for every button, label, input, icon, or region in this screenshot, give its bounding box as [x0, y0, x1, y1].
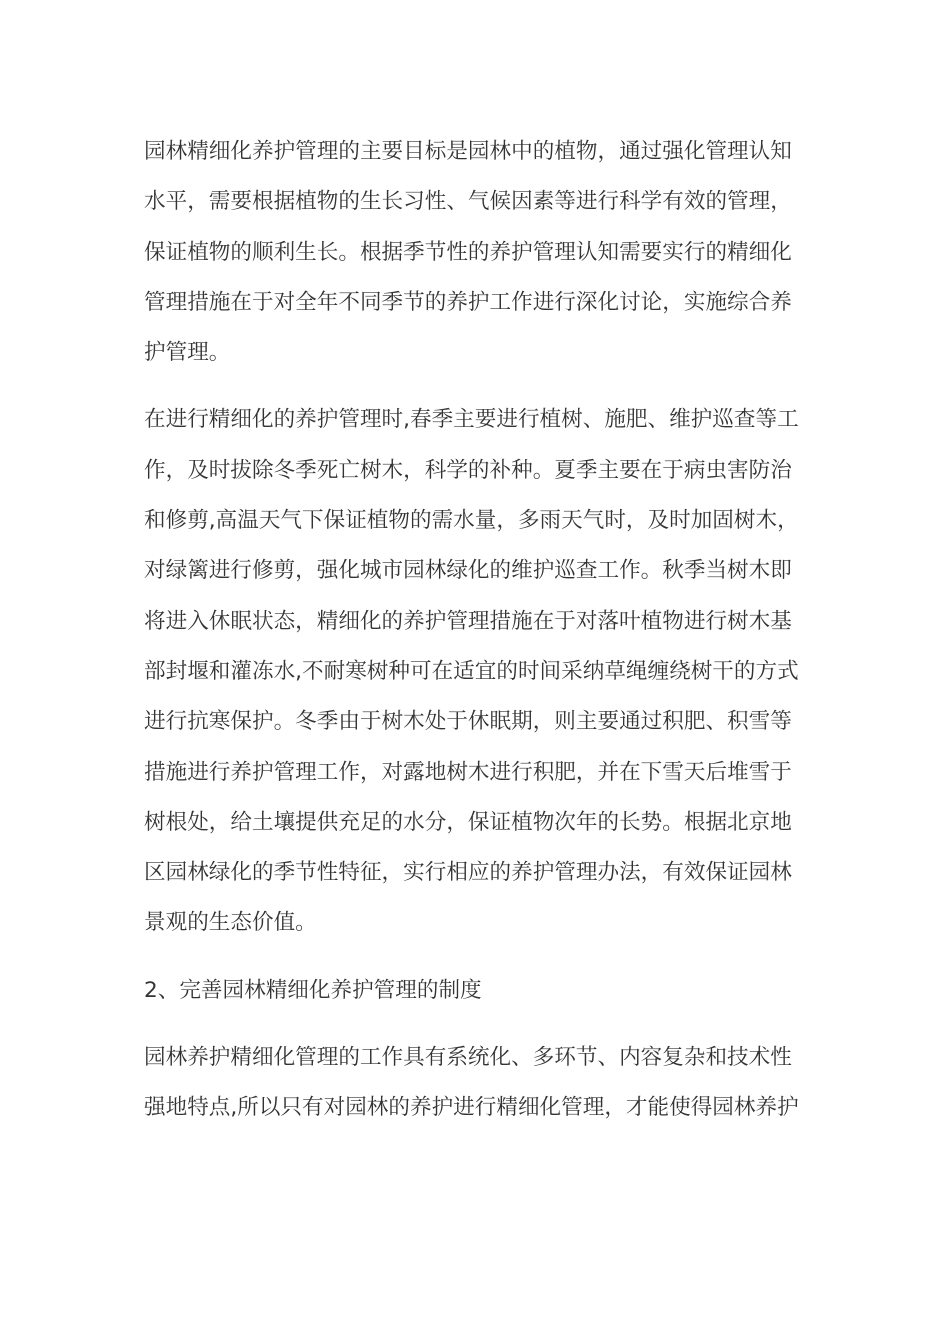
section-heading: 2、完善园林精细化养护管理的制度 — [144, 977, 482, 1003]
paragraph-3: 园林养护精细化管理的工作具有系统化、多环节、内容复杂和技术性强地特点,所以只有对园林的养护进行精细化管理，才能使得园林养护 — [144, 1045, 799, 1121]
paragraph-2: 在进行精细化的养护管理时,春季主要进行植树、施肥、维护巡查等工作，及时拔除冬季死亡树木，科学的补种。夏季主要在于病虫害防治和修剪,高温天气下保证植物的需水量，多雨天气时，及时加固树木，对绿篱进行修剪，强化城市园林绿化的维护巡查工作。秋季当树木即将进入休眠状态，精细化的养护管理措施在于对落叶植物进行树木基部封堰和灌冻水,不耐寒树种可在适宜的时间采纳草绳缠绕树干的方式进行抗寒保护。冬季由于树木处于休眠期，则主要通过积肥、积雪等措施进行养护管理工作，对露地树木进行积肥，并在下雪天后堆雪于树根处，给土壤提供充足的水分，保证植物次年的长势。根据北京地区园林绿化的季节性特征，实行相应的养护管理办法，有效保证园林景观的生态价值。 — [144, 407, 799, 936]
paragraph-1: 园林精细化养护管理的主要目标是园林中的植物，通过强化管理认知水平，需要根据植物的生长习性、气候因素等进行科学有效的管理，保证植物的顺利生长。根据季节性的养护管理认知需要实行的精细化管理措施在于对全年不同季节的养护工作进行深化讨论，实施综合养护管理。 — [144, 139, 792, 366]
document-body — [144, 127, 808, 1151]
